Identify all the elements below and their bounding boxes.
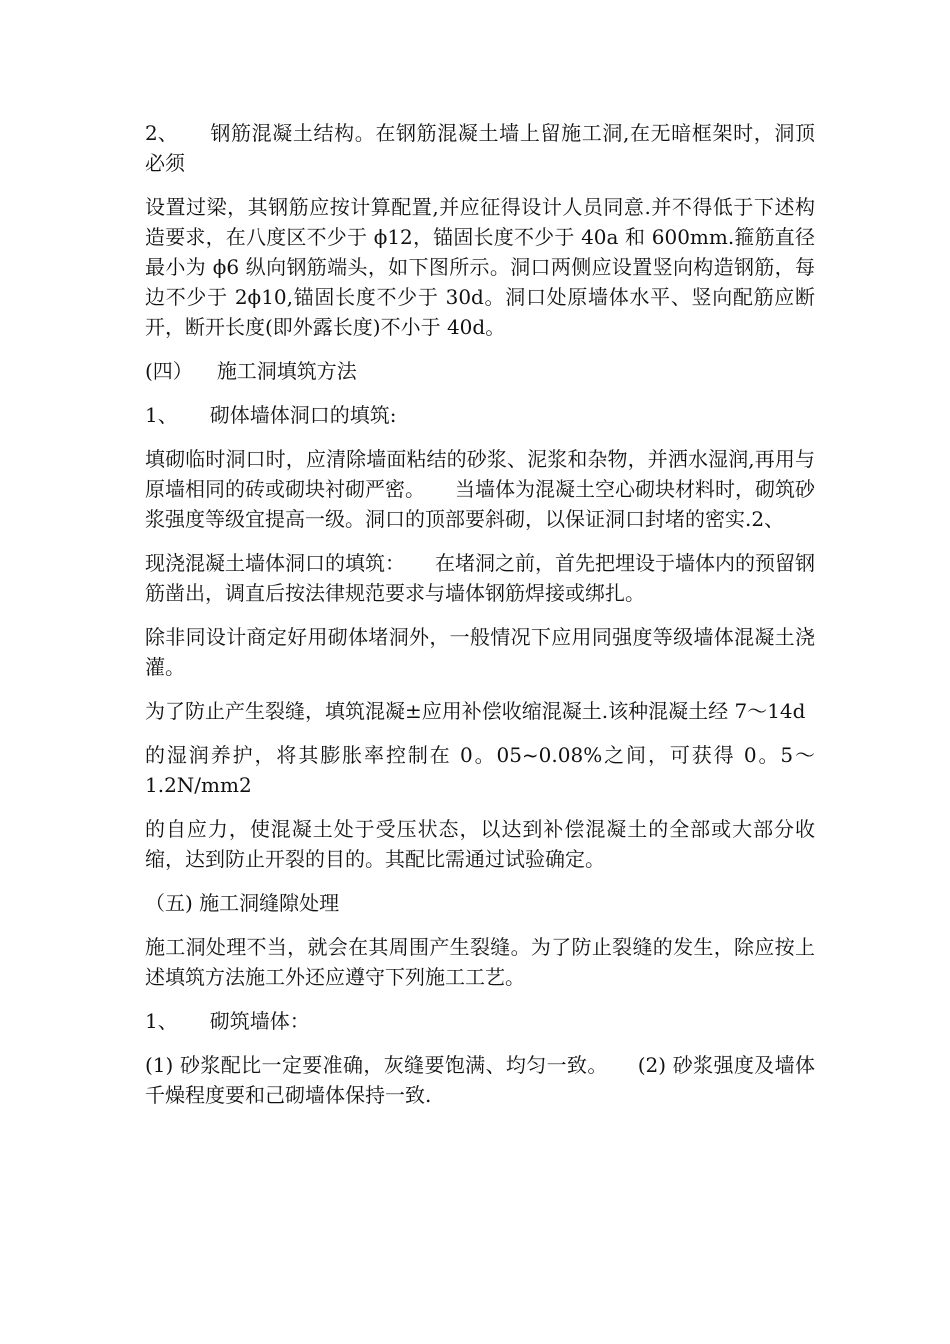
paragraph-text-b: (2) 砂浆强度及墙体千燥程度要和己砌墙体保持一致. [145,1053,816,1107]
paragraph-text-a: (1) 砂浆配比一定要准确，灰缝要饱满、均匀一致。 [145,1053,608,1077]
paragraph-concrete-filling [145,548,815,608]
list-number: 2、 [145,121,178,145]
paragraph-text-a: 填砌临时洞口时，应清除墙面粘结的砂浆、泥浆和杂物，并洒水湿润,再用与原墙相同的砖或砌块衬砌严密。 [145,447,815,501]
paragraph-rc-structure [145,118,815,178]
paragraph-pouring: 除非同设计商定好用砌体堵洞外，一般情况下应用同强度等级墙体混凝土浇灌。 [145,625,815,679]
section-number: (四） [145,359,193,383]
document-page [145,118,815,1124]
paragraph-text-a: 现浇混凝土墙体洞口的填筑： [145,551,405,575]
subheading-masonry-filling [145,400,815,430]
paragraph-text-b: 当墙体为混凝土空心砌块材料时，砌筑砂浆强度等级宜提高一级。洞口的顶部要斜砌，以保证洞口封堵的密实.2、 [145,477,815,531]
subheading-text: 砌体墙体洞口的填筑: [209,403,397,427]
paragraph-lintel-requirements: 设置过梁，其钢筋应按计算配置,并应征得设计人员同意.并不得低于下述构造要求，在八度区不少于 ϕ12，锚固长度不少于 40a 和 600mm.箍筋直径最小为 ϕ6 纵向钢筋端头，如下图所示。洞口两侧应设置竖向构造钢筋，每边不少于 2ϕ10,锚固长度不少于 30d。洞口处原墙体水平、竖向配筋应断开，断开长度(即外露长度)不小于 40d。 [145,195,815,339]
section-title: 施工洞填筑方法 [216,359,357,383]
paragraph-text-b: 在堵洞之前，首先把埋设于墙体内的预留钢筋凿出，调直后按法律规范要求与墙体钢筋焊接或绑扎。 [145,551,815,605]
paragraph-self-stress: 的自应力，使混凝土处于受压状态，以达到补偿混凝土的全部或大部分收缩，达到防止开裂的目的。其配比需通过试验确定。 [145,817,815,871]
section-heading-5: （五) 施工洞缝隙处理 [145,891,340,915]
list-number: 1、 [145,1009,178,1033]
paragraph-mortar-requirements [145,1050,815,1110]
paragraph-masonry-method [145,444,815,534]
paragraph-crack-prevention: 施工洞处理不当，就会在其周围产生裂缝。为了防止裂缝的发生，除应按上述填筑方法施工外还应遵守下列施工工艺。 [145,935,815,989]
subheading-masonry-wall [145,1006,815,1036]
subheading-text: 砌筑墙体： [209,1009,310,1033]
list-number: 1、 [145,403,178,427]
paragraph-text: 钢筋混凝土结构。在钢筋混凝土墙上留施工洞,在无暗框架时，洞顶必须 [145,121,815,175]
paragraph-compensating-concrete: 为了防止产生裂缝，填筑混凝±应用补偿收缩混凝土.该种混凝土经 7～14d [145,699,806,723]
section-heading-4 [145,356,815,386]
paragraph-curing: 的湿润养护，将其膨胀率控制在 0。05~0.08%之间，可获得 0。5～1.2N/mm2 [145,743,815,797]
